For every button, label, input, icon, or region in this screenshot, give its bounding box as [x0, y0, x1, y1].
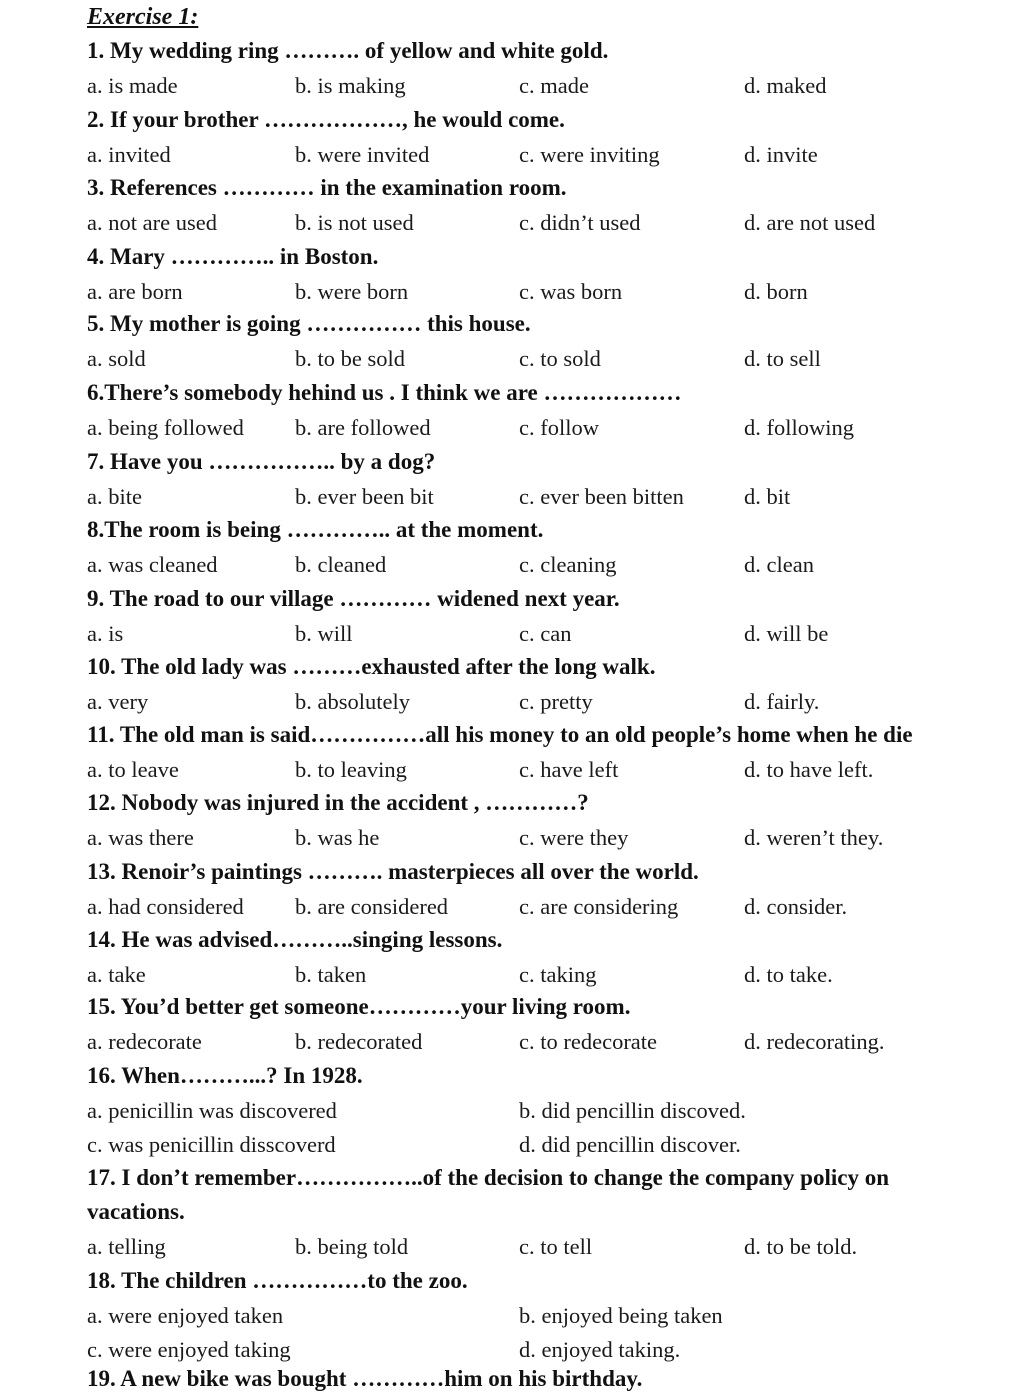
question-2-option-b: b. were invited: [295, 142, 430, 167]
question-10-option-a: a. very: [87, 689, 149, 714]
question-4-option-d: d. born: [744, 279, 808, 304]
question-10-option-c: c. pretty: [519, 689, 593, 714]
question-11: 11. The old man is said……………all his money to an old people’s home when he die: [87, 722, 913, 747]
question-2-option-c: c. were inviting: [519, 142, 660, 167]
question-9-option-a: a. is: [87, 621, 124, 646]
question-1-option-d: d. maked: [744, 73, 827, 98]
question-4-option-c: c. was born: [519, 279, 623, 304]
question-5-option-c: c. to sold: [519, 346, 601, 371]
question-9-option-c: c. can: [519, 621, 572, 646]
question-3-option-c: c. didn’t used: [519, 210, 641, 235]
question-17: 17. I don’t remember……………..of the decision to change the company policy on: [87, 1165, 889, 1190]
question-3: 3. References ………… in the examination room.: [87, 175, 567, 200]
question-10-option-b: b. absolutely: [295, 689, 410, 714]
question-6-option-b: b. are followed: [295, 415, 431, 440]
question-9: 9. The road to our village ………… widened next year.: [87, 586, 620, 611]
question-15-option-d: d. redecorating.: [744, 1029, 885, 1054]
question-5-option-b: b. to be sold: [295, 346, 405, 371]
question-6: 6.There’s somebody hehind us . I think we are ………………: [87, 380, 682, 405]
question-10-option-d: d. fairly.: [744, 689, 820, 714]
question-1-option-a: a. is made: [87, 73, 178, 98]
question-7-option-b: b. ever been bit: [295, 484, 434, 509]
question-8-option-d: d. clean: [744, 552, 814, 577]
question-6-option-d: d. following: [744, 415, 854, 440]
question-2-option-d: d. invite: [744, 142, 818, 167]
question-11-option-b: b. to leaving: [295, 757, 407, 782]
question-16-option-c: c. was penicillin disscoverd: [87, 1132, 336, 1157]
question-9-option-b: b. will: [295, 621, 353, 646]
question-14-option-d: d. to take.: [744, 962, 833, 987]
question-5: 5. My mother is going …………… this house.: [87, 311, 531, 336]
question-16-option-a: a. penicillin was discovered: [87, 1098, 337, 1123]
question-17-option-c: c. to tell: [519, 1234, 593, 1259]
question-1: 1. My wedding ring ………. of yellow and white gold.: [87, 38, 609, 63]
question-11-option-a: a. to leave: [87, 757, 179, 782]
question-13-option-c: c. are considering: [519, 894, 679, 919]
question-13-option-d: d. consider.: [744, 894, 848, 919]
question-12: 12. Nobody was injured in the accident , …………?: [87, 790, 589, 815]
question-8-option-a: a. was cleaned: [87, 552, 218, 577]
question-5-option-d: d. to sell: [744, 346, 821, 371]
question-16-option-d: d. did pencillin discover.: [519, 1132, 741, 1157]
question-15-option-a: a. redecorate: [87, 1029, 202, 1054]
question-10: 10. The old lady was ………exhausted after the long walk.: [87, 654, 656, 679]
question-7-option-d: d. bit: [744, 484, 791, 509]
question-2-option-a: a. invited: [87, 142, 171, 167]
question-12-option-d: d. weren’t they.: [744, 825, 884, 850]
question-9-option-d: d. will be: [744, 621, 829, 646]
question-8-option-b: b. cleaned: [295, 552, 387, 577]
question-4: 4. Mary ………….. in Boston.: [87, 244, 379, 269]
question-6-option-a: a. being followed: [87, 415, 244, 440]
question-16: 16. When………...? In 1928.: [87, 1063, 363, 1088]
question-18: 18. The children ……………to the zoo.: [87, 1268, 468, 1293]
question-7: 7. Have you …………….. by a dog?: [87, 449, 436, 474]
question-16-option-b: b. did pencillin discoved.: [519, 1098, 746, 1123]
question-17-option-b: b. being told: [295, 1234, 409, 1259]
question-12-option-a: a. was there: [87, 825, 194, 850]
exercise-title: Exercise 1:: [87, 4, 199, 30]
question-19: 19. A new bike was bought …………him on his birthday.: [87, 1366, 643, 1391]
question-6-option-c: c. follow: [519, 415, 599, 440]
question-13-option-b: b. are considered: [295, 894, 449, 919]
question-15-option-b: b. redecorated: [295, 1029, 423, 1054]
question-14-option-b: b. taken: [295, 962, 367, 987]
question-15-option-c: c. to redecorate: [519, 1029, 658, 1054]
question-8-option-c: c. cleaning: [519, 552, 617, 577]
question-3-option-a: a. not are used: [87, 210, 217, 235]
question-18-option-c: c. were enjoyed taking: [87, 1337, 291, 1362]
question-13-option-a: a. had considered: [87, 894, 244, 919]
question-4-option-b: b. were born: [295, 279, 409, 304]
question-17-continued: vacations.: [87, 1199, 185, 1224]
question-1-option-b: b. is making: [295, 73, 406, 98]
question-5-option-a: a. sold: [87, 346, 146, 371]
question-18-option-a: a. were enjoyed taken: [87, 1303, 284, 1328]
question-17-option-a: a. telling: [87, 1234, 166, 1259]
question-12-option-b: b. was he: [295, 825, 380, 850]
question-2: 2. If your brother ………………, he would come.: [87, 107, 565, 132]
question-3-option-d: d. are not used: [744, 210, 876, 235]
question-18-option-d: d. enjoyed taking.: [519, 1337, 681, 1362]
question-3-option-b: b. is not used: [295, 210, 414, 235]
question-7-option-a: a. bite: [87, 484, 142, 509]
question-17-option-d: d. to be told.: [744, 1234, 858, 1259]
question-18-option-b: b. enjoyed being taken: [519, 1303, 723, 1328]
question-7-option-c: c. ever been bitten: [519, 484, 684, 509]
question-1-option-c: c. made: [519, 73, 589, 98]
question-8: 8.The room is being ………….. at the moment.: [87, 517, 544, 542]
question-12-option-c: c. were they: [519, 825, 629, 850]
question-14-option-a: a. take: [87, 962, 146, 987]
question-11-option-d: d. to have left.: [744, 757, 874, 782]
question-14: 14. He was advised………..singing lessons.: [87, 927, 503, 952]
question-4-option-a: a. are born: [87, 279, 183, 304]
question-11-option-c: c. have left: [519, 757, 619, 782]
question-13: 13. Renoir’s paintings ………. masterpieces all over the world.: [87, 859, 699, 884]
question-15: 15. You’d better get someone…………your living room.: [87, 994, 631, 1019]
question-14-option-c: c. taking: [519, 962, 597, 987]
